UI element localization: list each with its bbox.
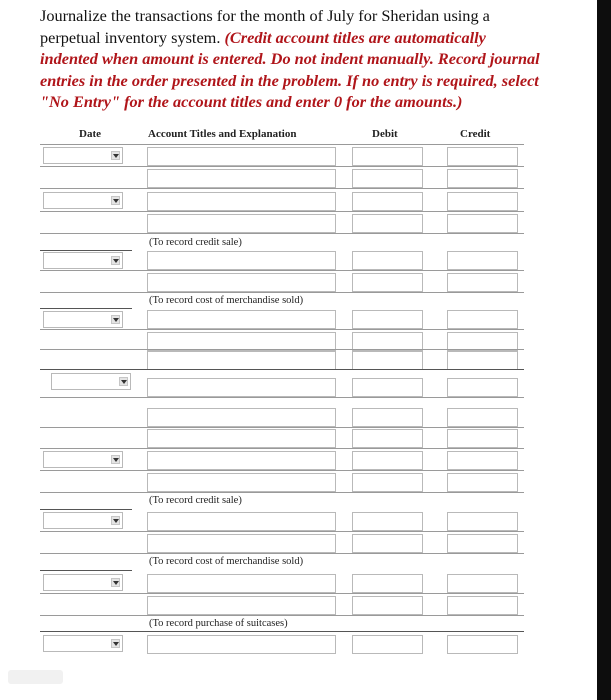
explanation-text: (To record cost of merchandise sold) — [149, 556, 304, 567]
dark-edge — [597, 0, 611, 700]
row-divider — [40, 270, 524, 271]
debit-input[interactable] — [352, 351, 423, 370]
credit-input[interactable] — [447, 214, 518, 233]
date-select[interactable] — [43, 192, 123, 209]
account-column-header: Account Titles and Explanation — [148, 128, 297, 140]
credit-input[interactable] — [447, 512, 518, 531]
chevron-down-icon[interactable] — [111, 639, 120, 648]
account-title-input[interactable] — [147, 596, 336, 615]
credit-input[interactable] — [447, 273, 518, 292]
account-title-input[interactable] — [147, 192, 336, 211]
explanation-text: (To record credit sale) — [149, 237, 242, 248]
date-select[interactable] — [43, 635, 123, 652]
date-column-header: Date — [79, 128, 101, 140]
credit-input[interactable] — [447, 169, 518, 188]
debit-input[interactable] — [352, 408, 423, 427]
chevron-down-icon[interactable] — [111, 256, 120, 265]
debit-input[interactable] — [352, 429, 423, 448]
debit-input[interactable] — [352, 310, 423, 329]
date-select[interactable] — [43, 451, 123, 468]
chevron-down-icon[interactable] — [111, 455, 120, 464]
instructions-text: Journalize the transactions for the month of July for Sheridan using a perpetual inventory system. — [40, 6, 490, 47]
chevron-down-icon[interactable] — [119, 377, 128, 386]
faded-overlay — [8, 670, 63, 684]
credit-input[interactable] — [447, 408, 518, 427]
credit-input[interactable] — [447, 574, 518, 593]
debit-input[interactable] — [352, 451, 423, 470]
row-divider — [40, 308, 132, 309]
credit-input[interactable] — [447, 473, 518, 492]
date-select[interactable] — [43, 252, 123, 269]
chevron-down-icon[interactable] — [111, 315, 120, 324]
account-title-input[interactable] — [147, 310, 336, 329]
credit-input[interactable] — [447, 534, 518, 553]
date-select[interactable] — [43, 311, 123, 328]
date-select[interactable] — [43, 147, 123, 164]
row-divider — [40, 470, 524, 471]
chevron-down-icon[interactable] — [111, 196, 120, 205]
row-divider — [40, 593, 524, 594]
row-divider — [40, 211, 524, 212]
row-divider — [40, 233, 524, 234]
debit-input[interactable] — [352, 635, 423, 654]
account-title-input[interactable] — [147, 214, 336, 233]
row-divider — [40, 631, 524, 632]
row-divider — [40, 250, 132, 251]
chevron-down-icon[interactable] — [111, 578, 120, 587]
credit-column-header: Credit — [460, 128, 491, 140]
debit-input[interactable] — [352, 147, 423, 166]
date-select[interactable] — [43, 574, 123, 591]
account-title-input[interactable] — [147, 512, 336, 531]
credit-input[interactable] — [447, 147, 518, 166]
debit-input[interactable] — [352, 512, 423, 531]
credit-input[interactable] — [447, 596, 518, 615]
row-divider — [40, 292, 524, 293]
debit-input[interactable] — [352, 473, 423, 492]
debit-input[interactable] — [352, 273, 423, 292]
account-title-input[interactable] — [147, 635, 336, 654]
row-divider — [40, 615, 524, 616]
debit-input[interactable] — [352, 534, 423, 553]
account-title-input[interactable] — [147, 251, 336, 270]
account-title-input[interactable] — [147, 473, 336, 492]
debit-input[interactable] — [352, 251, 423, 270]
account-title-input[interactable] — [147, 429, 336, 448]
credit-input[interactable] — [447, 451, 518, 470]
instructions-emphasis: (Credit account titles are automatically indented when amount is entered. Do not indent manually. Record journal entries in the order presented in the problem. If no entry is required, select "No Entry" for the account titles and enter 0 for the amounts.) — [40, 27, 540, 111]
explanation-text: (To record cost of merchandise sold) — [149, 295, 304, 306]
row-divider — [40, 553, 524, 554]
row-divider — [40, 349, 524, 350]
credit-input[interactable] — [447, 251, 518, 270]
chevron-down-icon[interactable] — [111, 151, 120, 160]
account-title-input[interactable] — [147, 574, 336, 593]
account-title-input[interactable] — [147, 378, 336, 397]
credit-input[interactable] — [447, 310, 518, 329]
debit-input[interactable] — [352, 192, 423, 211]
row-divider — [40, 329, 524, 330]
debit-input[interactable] — [352, 596, 423, 615]
account-title-input[interactable] — [147, 351, 336, 370]
account-title-input[interactable] — [147, 534, 336, 553]
account-title-input[interactable] — [147, 408, 336, 427]
debit-column-header: Debit — [372, 128, 398, 140]
debit-input[interactable] — [352, 378, 423, 397]
explanation-text: (To record purchase of suitcases) — [149, 618, 288, 629]
explanation-text: (To record credit sale) — [149, 495, 242, 506]
credit-input[interactable] — [447, 635, 518, 654]
instructions — [40, 5, 540, 113]
row-divider — [40, 166, 524, 167]
row-divider — [40, 369, 524, 370]
credit-input[interactable] — [447, 192, 518, 211]
credit-input[interactable] — [447, 351, 518, 370]
row-divider — [40, 492, 524, 493]
date-select[interactable] — [43, 512, 123, 529]
credit-input[interactable] — [447, 429, 518, 448]
row-divider — [40, 427, 524, 428]
row-divider — [40, 188, 524, 189]
account-title-input[interactable] — [147, 451, 336, 470]
debit-input[interactable] — [352, 574, 423, 593]
credit-input[interactable] — [447, 378, 518, 397]
row-divider — [40, 448, 524, 449]
header-divider — [40, 144, 524, 145]
row-divider — [40, 570, 132, 571]
row-divider — [40, 531, 524, 532]
account-title-input[interactable] — [147, 169, 336, 188]
chevron-down-icon[interactable] — [111, 516, 120, 525]
debit-input[interactable] — [352, 169, 423, 188]
account-title-input[interactable] — [147, 273, 336, 292]
row-divider — [40, 509, 132, 510]
account-title-input[interactable] — [147, 147, 336, 166]
row-divider — [40, 397, 524, 398]
date-select[interactable] — [51, 373, 131, 390]
debit-input[interactable] — [352, 214, 423, 233]
